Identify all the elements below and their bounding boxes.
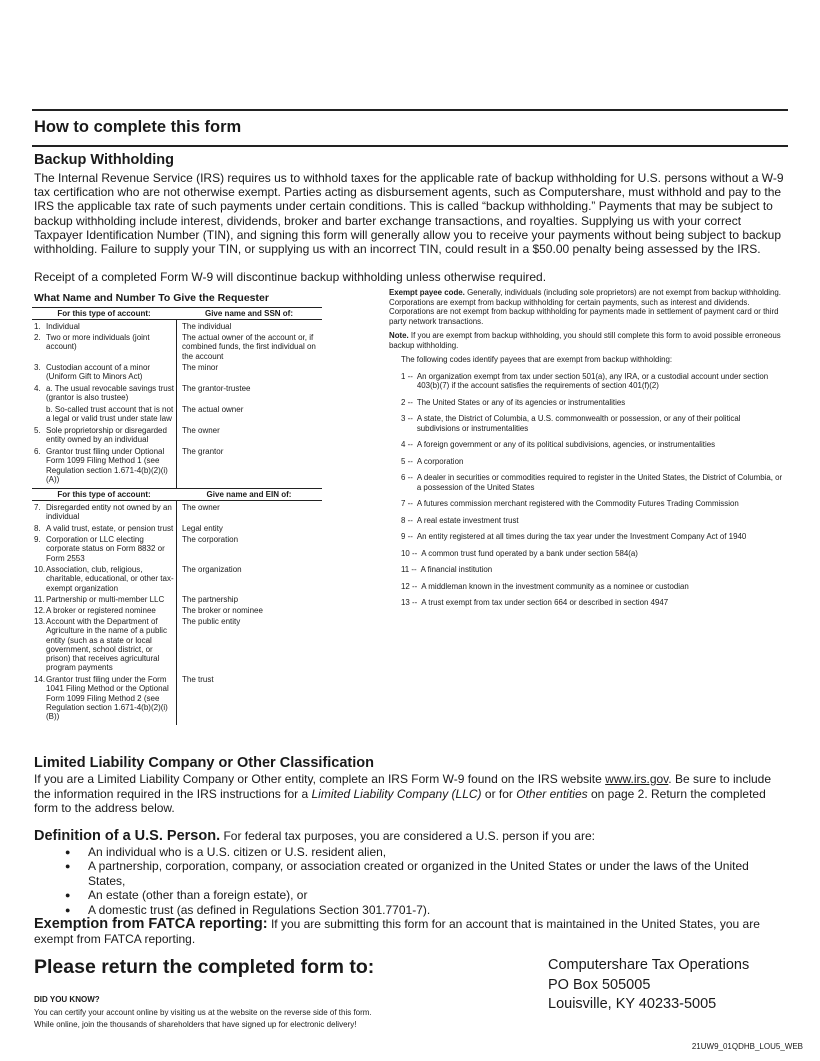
table-row (34, 322, 176, 333)
exempt-code-number: 12 -- (401, 581, 418, 591)
llc-paragraph (34, 772, 786, 816)
give-name: The actual owner of the account or, if combined funds, the first individual on the account (182, 333, 316, 361)
address-line: PO Box 505005 (548, 976, 651, 993)
table-row (34, 675, 176, 723)
exempt-code-item (401, 440, 785, 450)
exempt-code-text: The United States or any of its agencies or instrumentalities (416, 397, 626, 407)
exempt-payee-text: Generally, individuals (including sole proprietors) are not exempt from backup withholding. Corporations are exempt from backup withholding for certain payments, such as interest and dividends. Corporations are not exempt from backup withholding for payments made in settlement of payment card or third party network transactions. (389, 288, 781, 326)
give-name: The corporation (182, 535, 239, 544)
list-item: ● A domestic trust (as defined in Regulations Section 301.7701-7). (34, 903, 786, 918)
give-name: The trust (182, 675, 214, 684)
exempt-code-item (401, 372, 785, 391)
exempt-code-text: A corporation (416, 456, 464, 466)
exempt-code-item (401, 532, 785, 542)
exempt-code-item (401, 582, 785, 592)
ein-header-give: Give name and EIN of: (206, 489, 292, 499)
row-number: 4. (34, 384, 41, 393)
us-person-heading: Definition of a U.S. Person. (34, 828, 221, 844)
exempt-code-item (401, 499, 785, 509)
account-type: Custodian account of a minor (Uniform Gift to Minors Act) (46, 363, 151, 382)
exempt-code-number: 5 -- (401, 456, 413, 466)
exempt-code-text: A state, the District of Columbia, a U.S. commonwealth or possession, or any of their political subdivisions or instrumentalities (416, 414, 741, 433)
top-rule (32, 109, 788, 111)
ssn-account-column (32, 320, 177, 488)
table-row (34, 617, 176, 675)
give-name: The actual owner (182, 405, 244, 414)
exempt-code-text: A trust exempt from tax under section 664 or described in section 4947 (421, 598, 669, 607)
row-number: 10. (34, 565, 46, 574)
table-row (34, 426, 176, 447)
exempt-code-number: 13 -- (401, 598, 418, 607)
did-you-know-text (34, 1007, 372, 1031)
form-code: 21UW9_01QDHB_LOU5_WEB (691, 1042, 803, 1051)
table-row (34, 524, 176, 535)
table-row (34, 405, 176, 426)
receipt-note: Receipt of a completed Form W-9 will discontinue backup withholding unless otherwise required. (34, 270, 547, 284)
row-number: 3. (34, 363, 41, 372)
exempt-code-text: An organization exempt from tax under section 501(a), any IRA, or a custodial account under section 403(b)(7) if the account satisfies the requirements of section 401(f)(2) (416, 371, 769, 390)
account-type: Sole proprietorship or disregarded entity owned by an individual (46, 426, 167, 445)
exempt-code-text: A financial institution (420, 565, 493, 574)
title-rule (32, 145, 788, 147)
llc-text-2: . Be sure to include the information required in the IRS instructions for a (34, 772, 772, 801)
exempt-code-item (401, 516, 785, 526)
row-number: 11. (34, 595, 45, 604)
give-name: The public entity (182, 617, 241, 626)
table-row (34, 503, 176, 524)
exempt-code-number: 11 -- (401, 565, 417, 574)
table-row (34, 447, 176, 486)
give-name: The organization (182, 565, 242, 574)
llc-text-1: If you are a Limited Liability Company or Other entity, complete an IRS Form W-9 found on the IRS website (34, 772, 606, 786)
ein-body (32, 501, 322, 725)
ssn-header (32, 307, 322, 320)
llc-heading: Limited Liability Company or Other Classification (34, 755, 374, 771)
exempt-code-number: 8 -- (401, 515, 413, 525)
give-name: The individual (182, 322, 232, 331)
account-type: A valid trust, estate, or pension trust (46, 524, 174, 533)
exempt-code-item (401, 398, 785, 408)
row-number: 13. (34, 617, 46, 626)
table-row (34, 333, 176, 363)
did-you-know-line: You can certify your account online by visiting us at the website on the reverse side of this form. (34, 1008, 372, 1017)
exempt-code-item (401, 457, 785, 467)
codes-list (401, 372, 785, 608)
exempt-code-number: 2 -- (401, 397, 413, 407)
account-type: Grantor trust filing under Optional Form 1099 Filing Method 1 (see Regulation section 1.671-4(b)(2)(i)(A)) (46, 447, 168, 484)
row-number: 2. (34, 333, 41, 342)
address-line: Louisville, KY 40233-5005 (548, 996, 717, 1012)
exempt-code-text: A real estate investment trust (416, 515, 519, 525)
exempt-codes (401, 355, 785, 608)
ssn-body (32, 320, 322, 488)
exempt-code-text: A foreign government or any of its political subdivisions, agencies, or instrumentalities (416, 440, 716, 449)
exempt-code-number: 9 -- (401, 532, 413, 541)
exempt-code-item (401, 598, 785, 608)
llc-emphasis-2: Other entities (516, 786, 588, 801)
exempt-code-item (401, 473, 785, 492)
return-address (548, 956, 749, 1015)
us-person-intro: For federal tax purposes, you are considered a U.S. person if you are: (220, 829, 595, 843)
exempt-code-text: A middleman known in the investment community as a nominee or custodian (421, 581, 689, 591)
row-number: 5. (34, 426, 41, 435)
account-type: Individual (46, 322, 80, 331)
did-you-know-line: While online, join the thousands of shareholders that have signed up for electronic delivery! (34, 1020, 357, 1029)
us-person-list (34, 845, 786, 918)
note-label: Note. (389, 331, 409, 340)
row-number: 9. (34, 535, 41, 544)
ssn-header-account: For this type of account: (57, 308, 151, 318)
us-person-section (34, 829, 786, 917)
llc-text-3: or for (481, 786, 517, 801)
irs-website-link[interactable]: www.irs.gov (605, 772, 669, 786)
exempt-code-number: 6 -- (401, 473, 413, 482)
ssn-header-give: Give name and SSN of: (204, 308, 294, 318)
backup-withholding-heading: Backup Withholding (34, 152, 175, 168)
codes-intro: The following codes identify payees that are exempt from backup withholding: (401, 355, 673, 364)
row-number: 12. (34, 606, 46, 615)
table-row (34, 384, 176, 405)
account-type: A broker or registered nominee (46, 606, 156, 615)
exempt-code-text: A dealer in securities or commodities required to register in the United States, the District of Columbia, or a possession of the United States (416, 473, 783, 492)
exempt-code-item (401, 549, 785, 559)
exempt-code-number: 3 -- (401, 414, 413, 423)
fatca-section (34, 917, 786, 946)
list-item: ● An individual who is a U.S. citizen or U.S. resident alien, (34, 845, 786, 860)
exempt-payee-label: Exempt payee code. (389, 288, 465, 297)
backup-withholding-paragraph: The Internal Revenue Service (IRS) requires us to withhold taxes for the applicable rate of backup withholding for U.S. persons without a W-9 tax certification who are not otherwise exempt. Parties acting as disbursement agents, such as Computershare, must withhold and pay to the IRS the applicable tax rate of such payments under certain conditions. This is called “backup withholding.” Payments that may be subject to backup withholding include interest, dividends, broker and barter exchange transactions, and royalties. Supplying us with your correct Taxpayer Identification Number (TIN), and signing this form will generally allow you to receive your payments without being subject to backup withholding. Failure to supply your TIN, or supplying us with an incorrect TIN, could result in a $50.00 penalty being assessed by the IRS. (34, 171, 784, 257)
account-type: Association, club, religious, charitable, educational, or other tax-exempt organization (46, 565, 174, 593)
give-name: The broker or nominee (182, 606, 263, 615)
row-number: 14. (34, 675, 46, 684)
table-row (34, 565, 176, 595)
note-text: If you are exempt from backup withholding, you should still complete this form to avoid possible erroneous backup withholding. (389, 331, 781, 350)
page-title: How to complete this form (34, 118, 242, 136)
exempt-code-text: An entity registered at all times during the tax year under the Investment Company Act of 1940 (416, 532, 747, 541)
table-row (34, 363, 176, 384)
llc-text-4: on page 2. Return the completed form to the address below. (34, 786, 766, 815)
ein-give-column (177, 501, 322, 725)
give-name: The grantor (182, 447, 224, 456)
account-type: Partnership or multi-member LLC (46, 595, 165, 604)
exempt-code-text: A common trust fund operated by a bank under section 584(a) (421, 548, 638, 558)
exempt-code-item (401, 565, 785, 575)
exempt-note-paragraph (389, 331, 785, 350)
exempt-code-item (401, 414, 785, 433)
address-line: Computershare Tax Operations (548, 957, 750, 973)
give-name: The grantor-trustee (182, 384, 251, 393)
row-number: 7. (34, 503, 41, 512)
account-type: Grantor trust filing under the Form 1041 Filing Method or the Optional Form 1099 Filing Method 2 (see Regulation section 1.671-4(b)(2)(i)(B)) (46, 675, 169, 722)
ssn-give-column (177, 320, 322, 488)
exempt-code-number: 1 -- (401, 371, 413, 381)
table-row (34, 606, 176, 617)
row-number: 8. (34, 524, 41, 533)
account-type: Disregarded entity not owned by an individual (46, 503, 172, 522)
exempt-code-number: 10 -- (401, 548, 418, 558)
return-heading: Please return the completed form to: (34, 956, 375, 978)
did-you-know-heading: DID YOU KNOW? (34, 995, 100, 1004)
fatca-heading: Exemption from FATCA reporting: (34, 916, 268, 932)
ein-header (32, 488, 322, 501)
give-name: The owner (182, 426, 220, 435)
row-number: 1. (34, 322, 41, 331)
give-name: The partnership (182, 595, 239, 604)
table-row (34, 595, 176, 606)
requester-table (32, 307, 322, 725)
requester-table-title: What Name and Number To Give the Requester (34, 292, 269, 304)
account-type: Corporation or LLC electing corporate status on Form 8832 or Form 2553 (46, 535, 165, 563)
account-type: Two or more individuals (joint account) (46, 333, 150, 352)
fatca-text: If you are submitting this form for an account that is maintained in the United States, you are exempt from FATCA reporting. (34, 917, 760, 946)
exempt-payee-paragraph (389, 288, 785, 326)
account-type: a. The usual revocable savings trust (grantor is also trustee) (46, 384, 174, 403)
row-number: 6. (34, 447, 41, 456)
give-name: The minor (182, 363, 219, 372)
table-row (34, 535, 176, 565)
give-name: Legal entity (182, 524, 223, 533)
account-type: b. So-called trust account that is not a legal or valid trust under state law (46, 405, 174, 424)
ein-account-column (32, 501, 177, 725)
list-item: ● A partnership, corporation, company, or association created or organized in the United States or under the laws of the United States, (34, 859, 786, 888)
llc-emphasis-1: Limited Liability Company (LLC) (311, 786, 482, 801)
exempt-payee-section (389, 288, 785, 615)
list-item: ● An estate (other than a foreign estate), or (34, 888, 786, 903)
account-type: Account with the Department of Agriculture in the name of a public entity (such as a state or local government, school district, or prison) that receives agricultural program payments (46, 617, 167, 673)
give-name: The owner (182, 503, 220, 512)
exempt-code-text: A futures commission merchant registered with the Commodity Futures Trading Commission (416, 499, 739, 508)
exempt-code-number: 7 -- (401, 499, 413, 508)
exempt-code-number: 4 -- (401, 440, 413, 449)
ein-header-account: For this type of account: (57, 489, 151, 499)
